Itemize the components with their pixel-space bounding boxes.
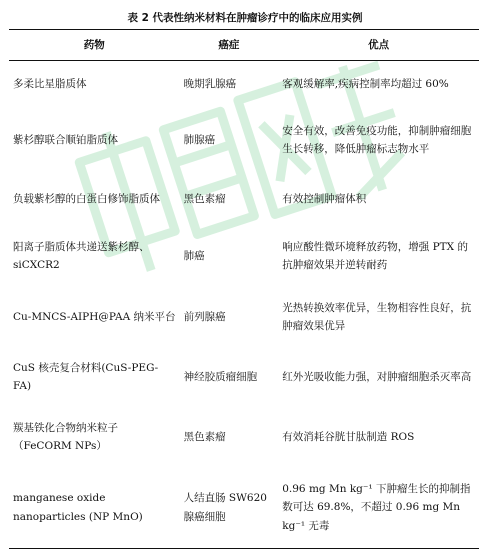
advantage-cell: 光热转换效率优异，生物相容性良好，抗肿瘤效果优异	[282, 301, 472, 332]
drug-cell: CuS 核壳复合材料(CuS-PEG-FA)	[13, 361, 159, 392]
cancer-cell: 人结直肠 SW620 腺癌细胞	[180, 467, 279, 549]
drug-cell: 紫杉醇联合顺铂脂质体	[13, 133, 118, 146]
table-caption: 表 2 代表性纳米材料在肿瘤诊疗中的临床应用实例	[127, 12, 363, 24]
clinical-application-table	[9, 29, 479, 549]
drug-cell: Cu-MNCS-AIPH@PAA 纳米平台	[13, 310, 176, 323]
advantage-cell: 有效消耗谷胱甘肽制造 ROS	[282, 430, 415, 443]
table-row	[9, 347, 479, 407]
table-row	[9, 407, 479, 467]
table-row	[9, 287, 479, 347]
table-row	[9, 225, 479, 287]
column-header-advantage: 优点	[278, 30, 479, 61]
table-row	[9, 467, 479, 549]
advantage-cell: 红外光吸收能力强，对肿瘤细胞杀灭率高	[282, 370, 472, 383]
cancer-cell: 神经胶质瘤细胞	[183, 370, 258, 383]
cancer-cell: 黑色素瘤	[183, 192, 226, 205]
advantage-cell: 0.96 mg Mn kg⁻¹ 下肿瘤生长的抑制指数可达 69.8%，不超过 0.96 mg Mn kg⁻¹ 无毒	[278, 467, 479, 549]
cancer-cell: 前列腺癌	[183, 310, 226, 323]
drug-cell: 阳离子脂质体共递送紫杉醇、siCXCR2	[13, 240, 150, 271]
table-header-row	[9, 30, 479, 61]
advantage-cell: 客观缓解率,疾病控制率均超过 60%	[282, 77, 449, 90]
table-row	[9, 61, 479, 107]
cancer-cell: 晚期乳腺癌	[183, 77, 237, 90]
advantage-cell: 安全有效，改善免疫功能，抑制肿瘤细胞生长转移，降低肿瘤标志物水平	[282, 124, 472, 155]
table-row	[9, 173, 479, 225]
cancer-cell: 肺腺癌	[183, 133, 216, 146]
advantage-cell: 响应酸性微环境释放药物，增强 PTX 的抗肿瘤效果并逆转耐药	[282, 240, 468, 271]
table-row	[9, 107, 479, 173]
drug-cell: 多柔比星脂质体	[13, 77, 87, 90]
cancer-cell: 肺癌	[183, 249, 205, 262]
cancer-cell: 黑色素瘤	[183, 430, 226, 443]
column-header-drug: 药物	[9, 30, 180, 61]
advantage-cell: 有效控制肿瘤体积	[282, 192, 367, 205]
drug-cell: manganese oxide nanoparticles (NP MnO)	[9, 467, 180, 549]
drug-cell: 负载紫杉醇的白蛋白修饰脂质体	[13, 192, 160, 205]
column-header-cancer: 癌症	[180, 30, 279, 61]
drug-cell: 羰基铁化合物纳米粒子（FeCORM NPs）	[13, 421, 118, 452]
